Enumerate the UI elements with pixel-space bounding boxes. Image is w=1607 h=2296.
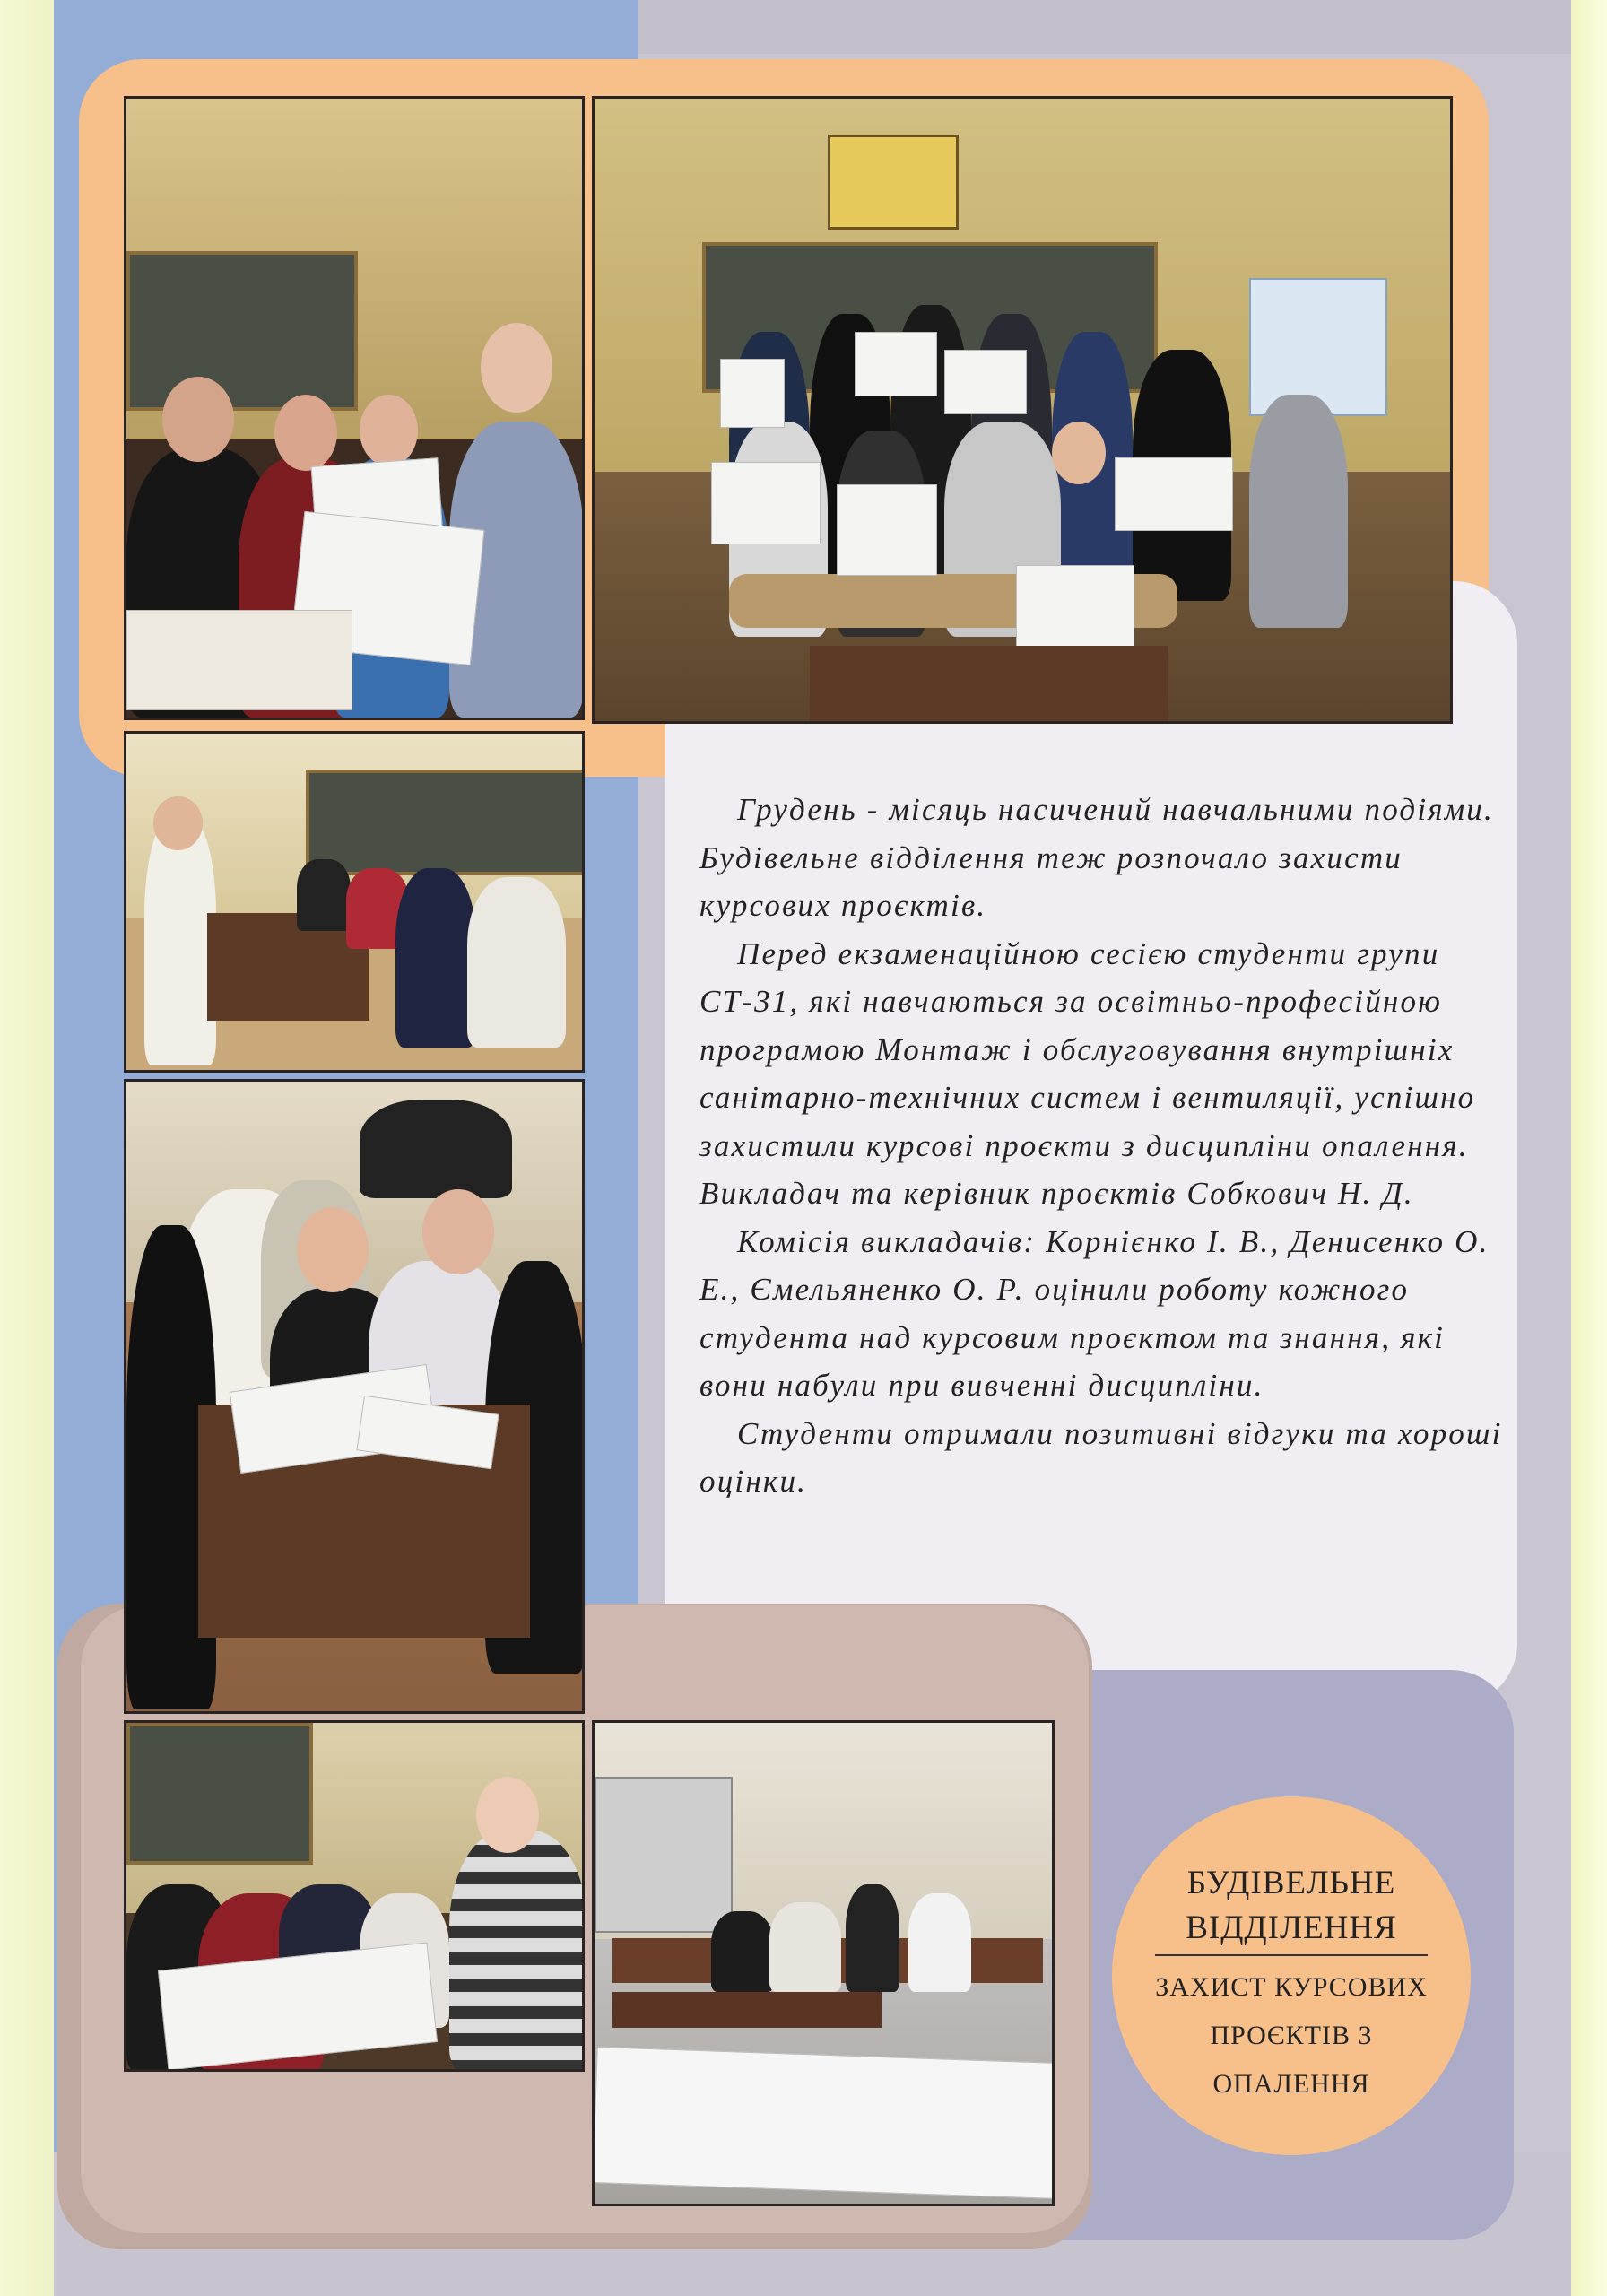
- badge-subtitle: [1121, 1963, 1462, 2109]
- badge-subtitle-line: ОПАЛЕННЯ: [1212, 2069, 1370, 2099]
- photo-commission-at-desk: [124, 1079, 585, 1714]
- article-paragraph: Студенти отримали позитивні відгуки та хороші оцінки.: [699, 1415, 1503, 1499]
- photo-student-presenting: [124, 731, 585, 1073]
- poster: [828, 135, 959, 230]
- page-margin-right: [1571, 0, 1607, 2296]
- photo-student-discussing-drawing: [124, 1720, 585, 2072]
- badge-title-line: БУДІВЕЛЬНЕ: [1186, 1865, 1396, 1901]
- background-gray-band: [638, 0, 1571, 54]
- article-text: [699, 786, 1507, 1506]
- article-paragraph: Перед екзаменаційною сесією студенти групи СТ-31, які навчаються за освітньо-професійною програмою Монтаж і обслуговування внутрішніх санітарно-технічних систем і вентиляції, успішно захистили курсові проєкти з дисципліни опалення. Викладач та керівник проєктів Собкович Н. Д.: [699, 935, 1476, 1211]
- badge-subtitle-line: ЗАХИСТ КУРСОВИХ: [1155, 1972, 1428, 2002]
- badge-divider: [1155, 1954, 1428, 1956]
- badge-title: [1112, 1861, 1471, 1951]
- article-paragraph: Грудень - місяць насичений навчальними подіями. Будівельне відділення теж розпочало захисти курсових проєктів.: [699, 792, 1494, 923]
- photo-teachers-reviewing-project: [124, 96, 585, 720]
- page-margin-left: [0, 0, 54, 2296]
- chalkboard: [126, 251, 358, 411]
- badge-subtitle-line: ПРОЄКТІВ З: [1210, 2021, 1373, 2050]
- article-paragraph: Комісія викладачів: Корнієнко І. В., Денисенко О. Е., Ємельяненко О. Р. оцінили роботу кожного студента над курсовим проєктом та знання, які вони набули при вивченні дисципліни.: [699, 1223, 1490, 1403]
- badge-title-line: ВІДДІЛЕННЯ: [1186, 1909, 1397, 1946]
- photo-classroom-wide: [592, 1720, 1055, 2206]
- department-badge: [1112, 1796, 1471, 2155]
- photo-group-with-projects: [592, 96, 1453, 724]
